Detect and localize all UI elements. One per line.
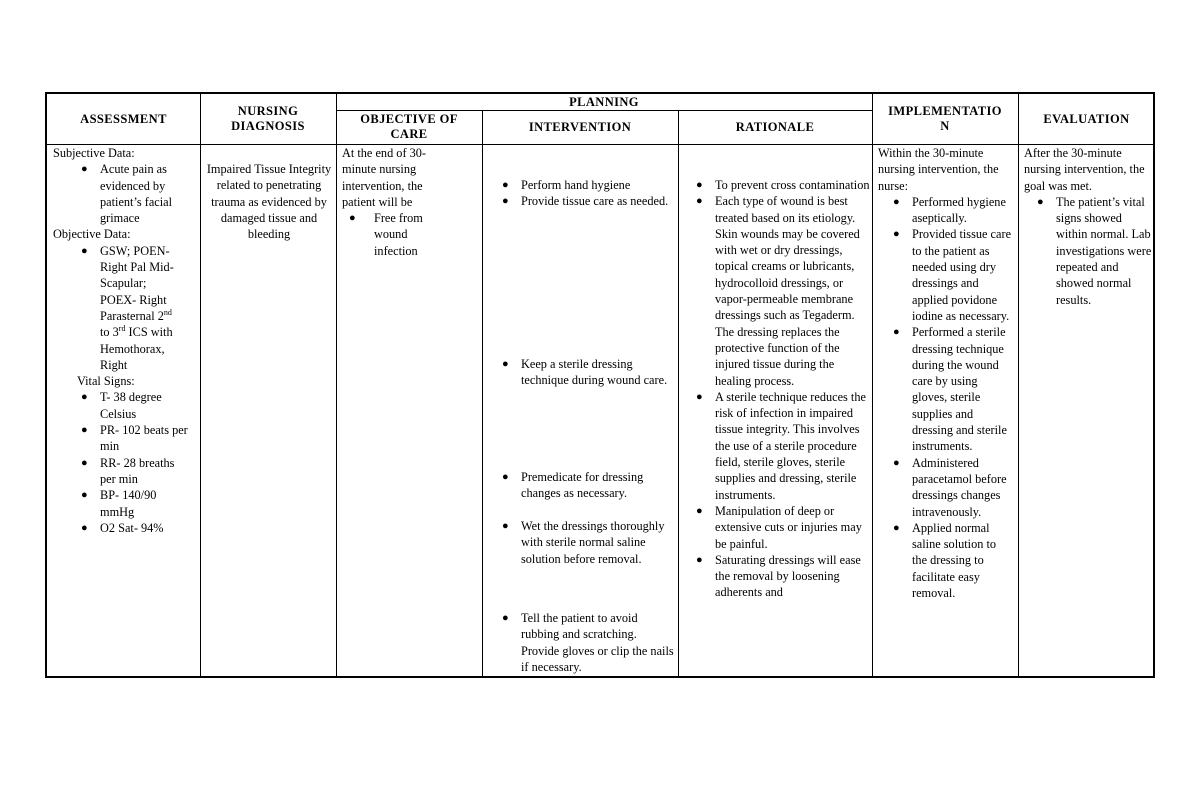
list-item: ● Performed a sterile dressing technique during the wound care by using gloves, sterile supplies and dressing and sterile instruments. [893,325,1007,454]
list-item: ● A sterile technique reduces the risk of infection in impaired tissue integrity. This involves the use of a sterile procedure field, sterile gloves, sterile supplies and dressing, sterile instruments. [696,389,866,502]
list-item: ● Each type of wound is best treated based on its etiology. Skin wounds may be covered with wet or dry dressings, topical creams or lubricants, hydrocolloid dressings, or vapor-permeable membrane dressings such as Tegaderm. The dressing replaces the protective function of the injured tissue during the healing process. [696,194,860,388]
bullet-icon: ● [502,520,509,532]
bullet-icon: ● [893,326,900,339]
bullet-icon: ● [502,358,509,370]
bullet-icon: ● [893,456,900,469]
list-item: ● T- 38 degree Celsius [81,390,162,421]
list-item: ● Manipulation of deep or extensive cuts or injuries may be painful. [696,503,862,551]
list-item: ● Provided tissue care to the patient as needed using dry dressings and applied povidone iodine as necessary. [893,227,1012,323]
bullet-icon: ● [1037,195,1044,208]
assessment-cell [53,145,193,536]
bullet-icon: ● [81,244,88,257]
list-item: ● Keep a sterile dressing technique during wound care. [502,357,668,388]
implementation-cell [878,145,1014,601]
list-item: ● Tell the patient to avoid rubbing and scratching. Provide gloves or clip the nails if necessary. [502,611,674,674]
bullet-icon: ● [696,390,703,403]
objective-lead: At the end of 30-minute nursing intervention, the patient will be [342,146,427,209]
implementation-lead: Within the 30-minute nursing intervention, the nurse: [878,146,999,193]
bullet-icon: ● [502,195,509,207]
list-item: ● Performed hygiene aseptically. [893,194,1006,226]
list-item: ● Free from wound infection [349,211,423,258]
list-item: ● Administered paracetamol before dressings changes intravenously. [893,455,1007,519]
list-item: ● Premedicate for dressing changes as necessary. [502,470,644,501]
evaluation-lead: After the 30-minute nursing intervention, the goal was met. [1024,146,1145,193]
header-intervention: INTERVENTION [528,119,632,134]
list-item: ● Saturating dressings will ease the removal by loosening adherents and [696,552,861,600]
rationale-cell [693,177,871,601]
header-assessment: ASSESSMENT [80,111,167,126]
bullet-icon: ● [502,471,509,483]
header-planning: PLANNING [569,94,639,109]
bullet-icon: ● [81,489,88,502]
header-evaluation: EVALUATION [1043,111,1130,126]
list-item: ● Acute pain as evidenced by patient’s facial grimace [81,162,173,226]
header-nursing-diagnosis: NURSING DIAGNOSIS [231,104,305,133]
col-divider [678,111,679,676]
bullet-icon: ● [81,163,88,176]
bullet-icon: ● [893,195,900,208]
col-divider [872,94,873,676]
list-item: ● PR- 102 beats per min [81,423,188,454]
evaluation-cell [1024,145,1154,308]
header-implementation: IMPLEMENTATIO N [888,104,1002,133]
list-item: ● O2 Sat- 94% [81,520,164,535]
bullet-icon: ● [81,391,88,404]
care-plan-table [45,92,1155,678]
bullet-icon: ● [502,179,509,191]
list-item: ● Provide tissue care as needed. [502,194,669,208]
list-item: ● GSW; POEN- Right Pal Mid- Scapular; POEX- Right Parasternal 2nd to 3rd ICS with Hemothorax, Right [81,243,174,372]
col-divider [200,94,201,676]
bullet-icon: ● [696,553,703,566]
bullet-icon: ● [893,521,900,534]
list-item: ● Perform hand hygiene [502,178,631,192]
col-divider [1018,94,1019,676]
bullet-icon: ● [81,521,88,534]
objective-cell [342,145,454,259]
diagnosis-cell: Impaired Tissue Integrity related to penetrating trauma as evidenced by damaged tissue and bleeding [206,162,332,242]
bullet-icon: ● [81,424,88,437]
subjective-data-label: Subjective Data: [53,146,135,160]
list-item: ● Wet the dressings thoroughly with sterile normal saline solution before removal. [502,519,665,566]
bullet-icon: ● [696,504,703,517]
list-item: ● To prevent cross contamination [696,178,870,192]
list-item: ● BP- 140/90 mmHg [81,488,157,519]
list-item: ● RR- 28 breaths per min [81,455,175,486]
bullet-icon: ● [502,612,509,624]
col-divider [482,111,483,676]
vital-signs-label: Vital Signs: [77,374,135,389]
header-rationale: RATIONALE [735,119,815,134]
bullet-icon: ● [696,195,703,208]
list-item: ● The patient’s vital signs showed within normal. Lab investigations were repeated and showed normal results. [1037,194,1152,307]
col-divider [336,94,337,676]
bullet-icon: ● [349,212,356,225]
objective-data-label: Objective Data: [53,227,131,242]
header-objective-of-care: OBJECTIVE OF CARE [360,112,458,141]
bullet-icon: ● [893,228,900,241]
list-item: ● Applied normal saline solution to the dressing to facilitate easy removal. [893,520,997,601]
bullet-icon: ● [696,179,703,191]
bullet-icon: ● [81,456,88,469]
